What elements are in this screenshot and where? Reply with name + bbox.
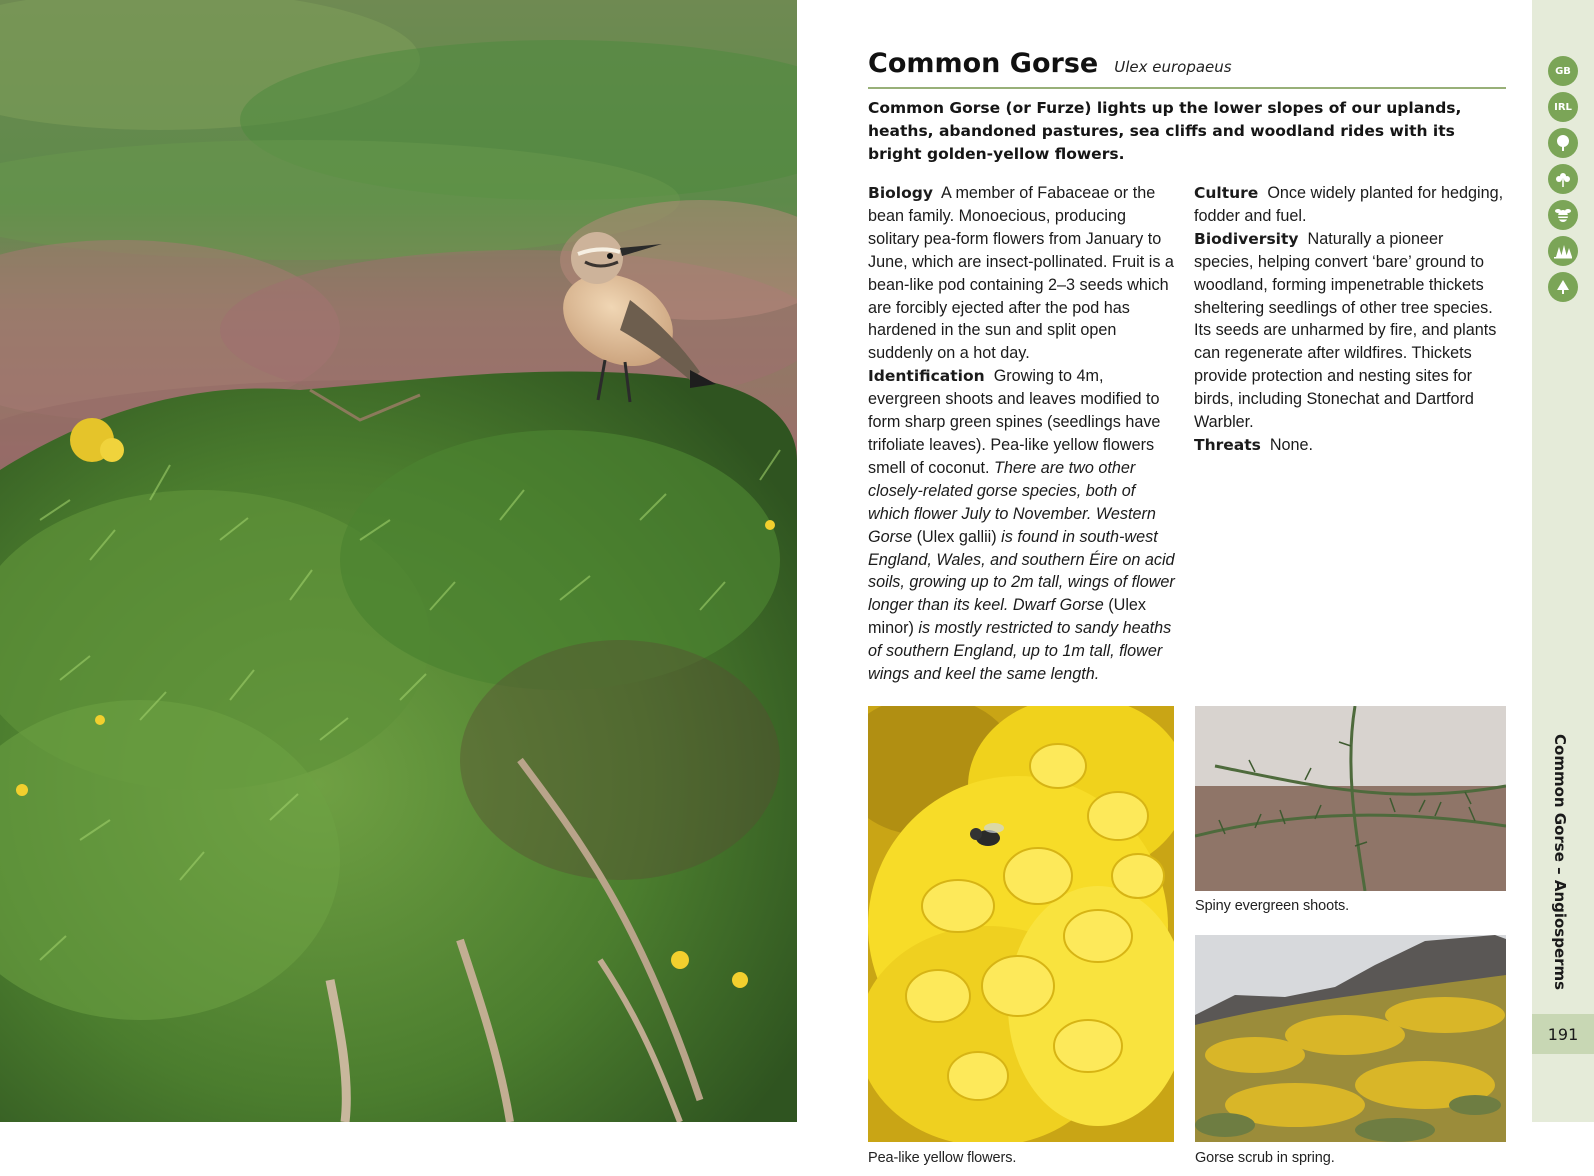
identification-plain-b: (Ulex minor) [868, 596, 1147, 638]
threats-label: Threats [1194, 435, 1261, 454]
culture-section [1194, 182, 1506, 228]
threats-text: None. [1269, 435, 1314, 454]
biology-section [868, 182, 1180, 365]
photo-gorse-scrub [1195, 935, 1506, 1142]
habitat-icon-list [1542, 56, 1584, 302]
identification-plain-a: (Ulex gallii) [916, 527, 997, 546]
column-right [1194, 182, 1506, 686]
irl-icon: IRL [1548, 92, 1578, 122]
identification-italic-c: is mostly restricted to sandy heaths of southern England, up to 1m tall, flower wings and keel the same length. [868, 619, 1172, 684]
title-row [868, 48, 1506, 89]
intro-paragraph: Common Gorse (or Furze) lights up the lower slopes of our uplands, heaths, abandoned pastures, sea cliffs and woodland rides with its bright golden-yellow flowers. [868, 99, 1462, 163]
gb-icon: GB [1548, 56, 1578, 86]
biology-label: Biology [868, 184, 933, 202]
running-head-text: Common Gorse – Angiosperms [1551, 734, 1569, 991]
threats-section [1194, 434, 1506, 457]
column-left [868, 182, 1180, 686]
shrub-icon [1548, 272, 1578, 302]
identification-section [868, 365, 1180, 686]
caption-shoots: Spiny evergreen shoots. [1195, 897, 1350, 914]
photo-yellow-flowers [868, 706, 1174, 1142]
body-columns [868, 182, 1506, 686]
identification-label: Identification [868, 367, 985, 386]
bee-icon [1548, 200, 1578, 230]
species-title: Common Gorse [868, 48, 1099, 79]
identification-italic-a: There are two other closely-related gorse species, both of which flower July to November. Western Gorse [868, 458, 1156, 546]
culture-text: Once widely planted for hedging, fodder and fuel. [1194, 184, 1504, 225]
running-head [1541, 734, 1581, 1004]
biology-text: A member of Fabaceae or the bean family. Monoecious, producing solitary pea-form flowers from January to June, which are insect-pollinated. Fruit is a bean-like pod containing 2–3 seeds which are forcibly ejected after the pod has hardened in the sun and split open suddenly on a hot day. [868, 184, 1174, 363]
species-page [868, 48, 1506, 1176]
photo-grid [868, 706, 1506, 1176]
biodiversity-text: Naturally a pioneer species, helping convert ‘bare’ ground to woodland, forming impenetrable thickets sheltering seedlings of other tree species. Its seeds are unharmed by fire, and plants can regenerate after wildfires. Thickets provide protection and nesting sites for birds, including Stonechat and Dartford Warbler. [1194, 229, 1497, 432]
biodiversity-section [1194, 228, 1506, 434]
main-photo-wheatear-on-gorse [0, 0, 797, 1122]
identification-italic-b: is found in south-west England, Wales, and southern Éire on acid soils, growing up to 2m tall, wings of flower longer than its keel. Dwarf Gorse [868, 527, 1175, 615]
identification-text: Growing to 4m, evergreen shoots and leaves modified to form sharp green spines (seedlings have trifoliate leaves). Pea-like yellow flowers smell of coconut. [868, 367, 1161, 477]
latin-name: Ulex europaeus [1114, 58, 1232, 76]
caption-flowers: Pea-like yellow flowers. [868, 1149, 1017, 1166]
tree-icon [1548, 128, 1578, 158]
page-number: 191 [1532, 1014, 1594, 1054]
caption-scrub: Gorse scrub in spring. [1195, 1149, 1335, 1166]
photo-spiny-shoots [1195, 706, 1506, 891]
culture-label: Culture [1194, 184, 1259, 202]
flower-icon [1548, 164, 1578, 194]
biodiversity-label: Biodiversity [1194, 229, 1299, 248]
woodland-icon [1548, 236, 1578, 266]
